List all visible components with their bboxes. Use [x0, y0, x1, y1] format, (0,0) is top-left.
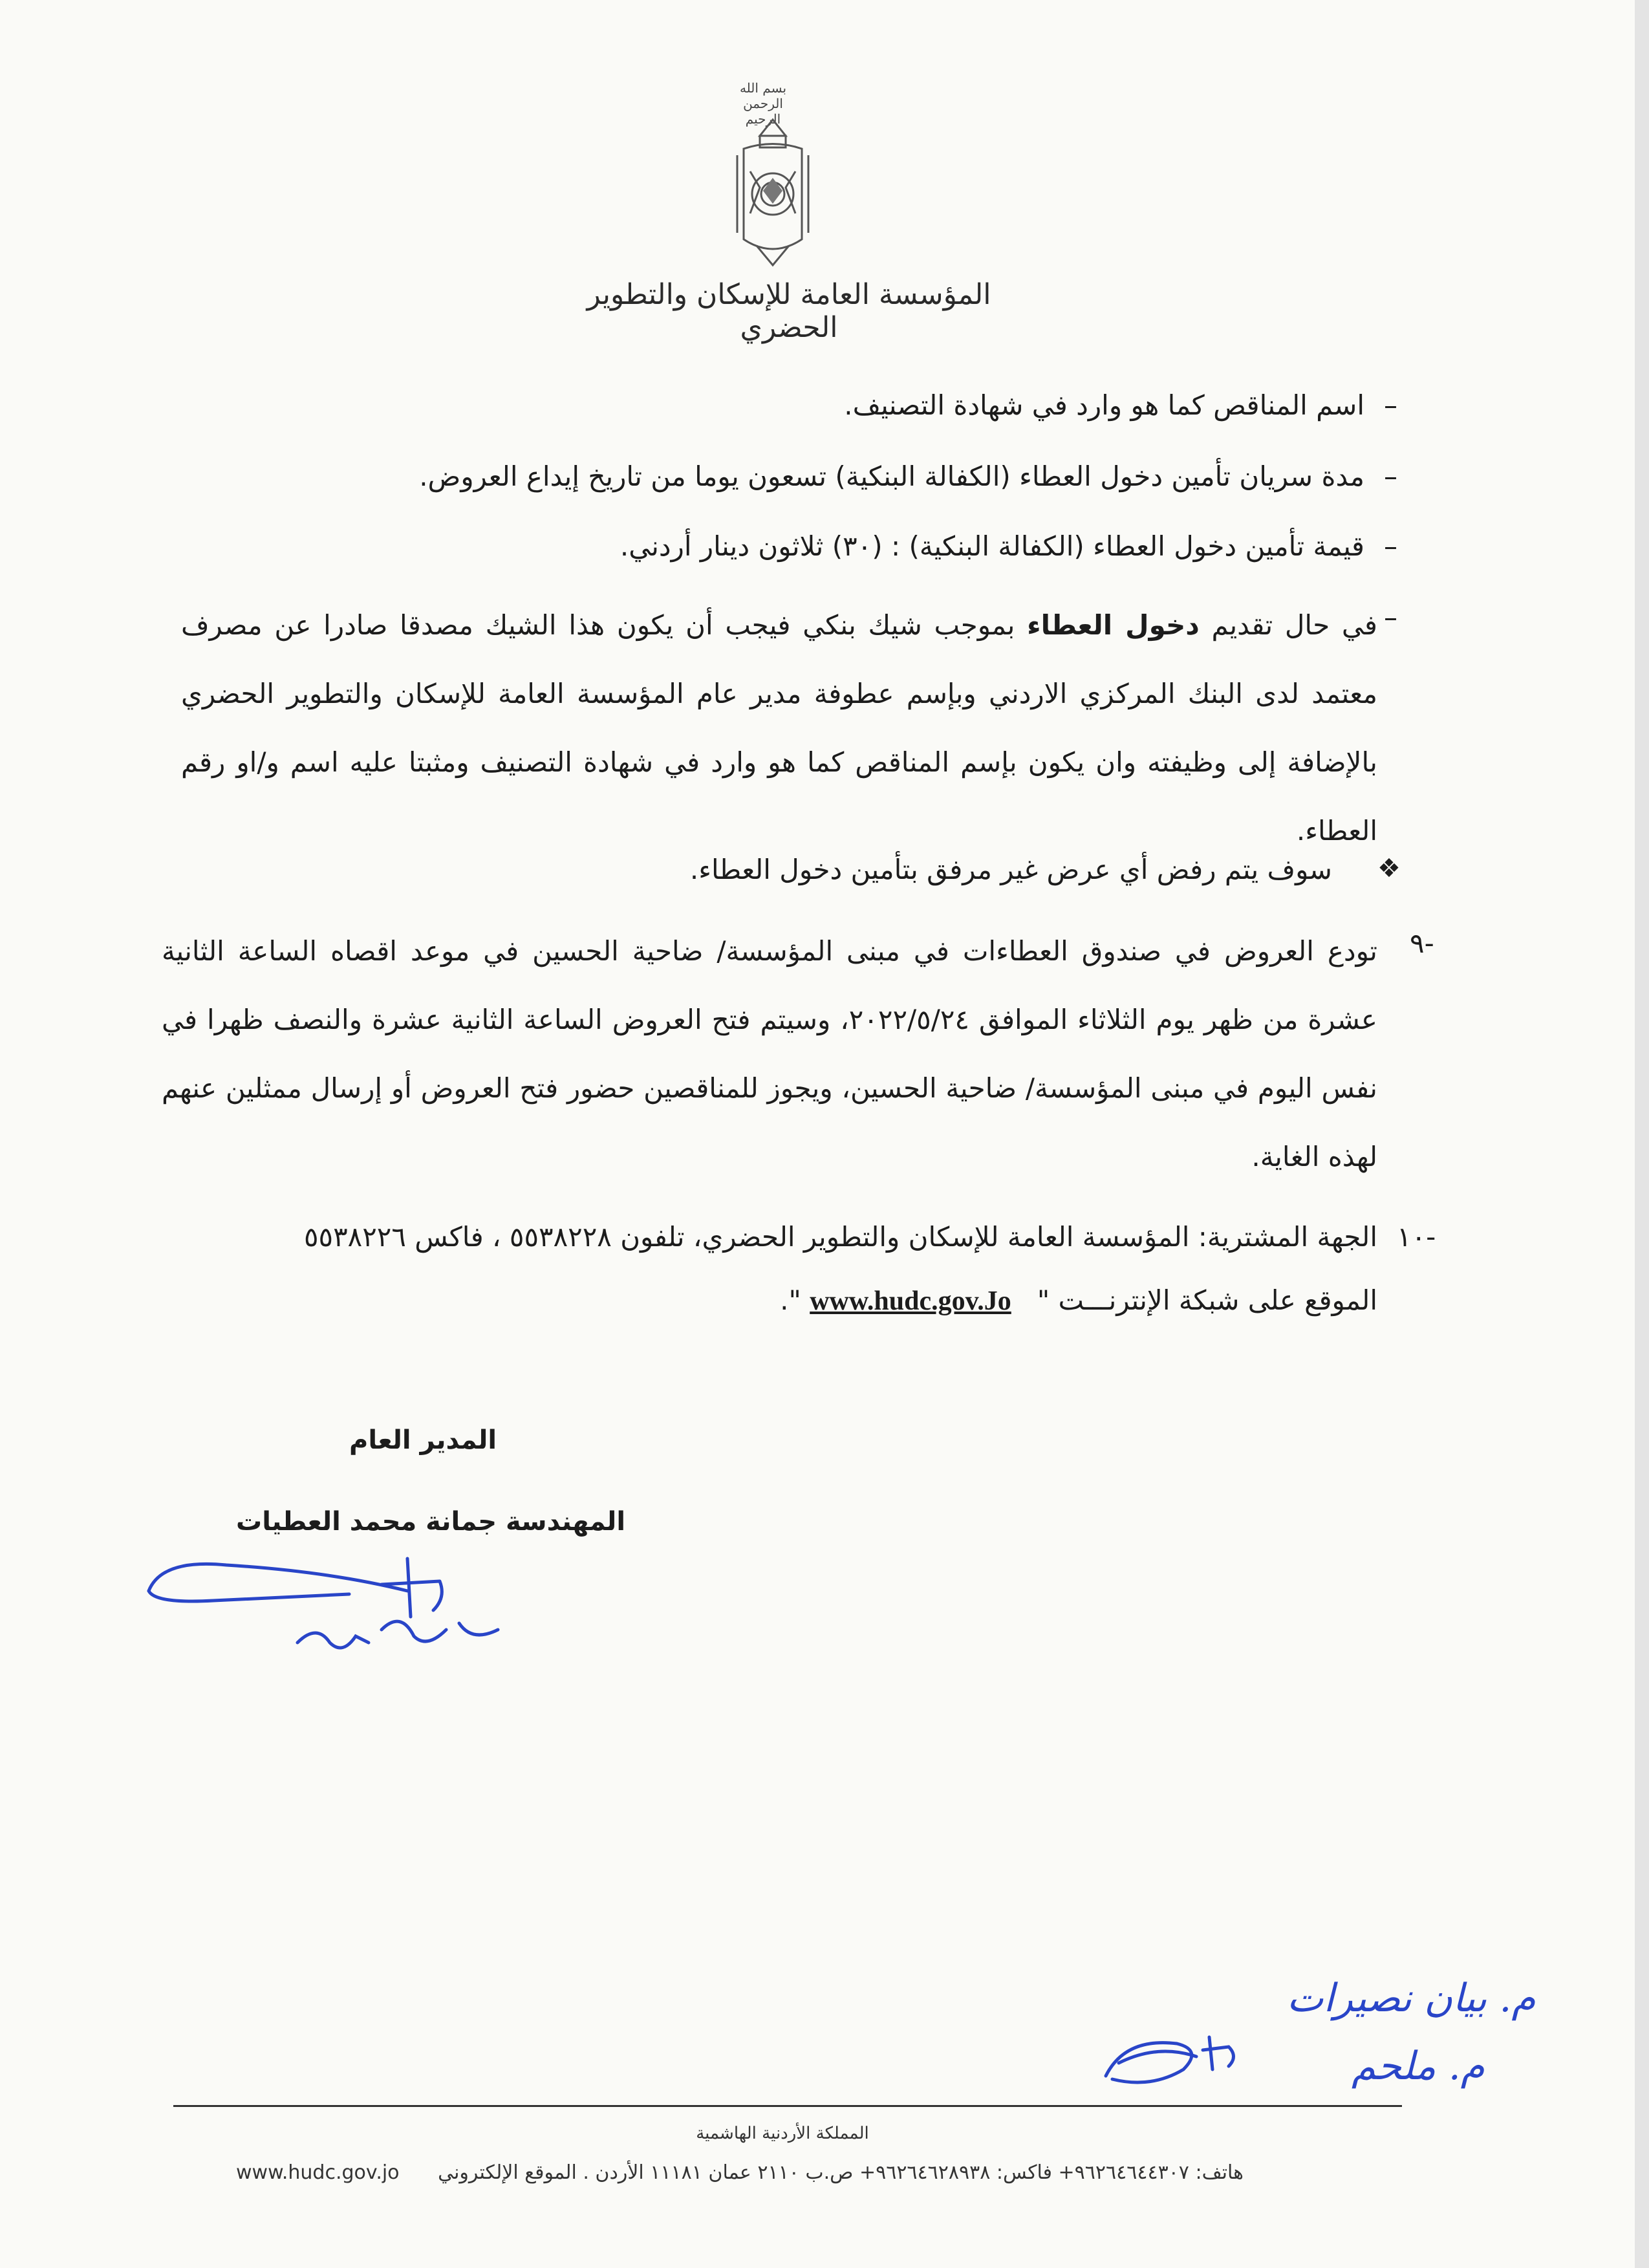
rejection-note: سوف يتم رفض أي عرض غير مرفق بتأمين دخول العطاء. — [689, 854, 1332, 885]
item-10-number: ١٠- — [1397, 1221, 1436, 1253]
handwritten-note-line1: م. بيان نصيرات — [1287, 1976, 1536, 2021]
handwritten-note-line2: م. ملحم — [1352, 2044, 1485, 2089]
dash-marker: – — [1384, 530, 1397, 562]
bullet-item: مدة سريان تأمين دخول العطاء (الكفالة البنكية) تسعون يوما من تاريخ إيداع العروض. — [419, 460, 1364, 492]
star-bullet-icon: ❖ — [1377, 854, 1401, 883]
website-link[interactable]: www.hudc.gov.Jo — [810, 1286, 1011, 1316]
signatory-name: المهندسة جمانة محمد العطيات — [236, 1507, 626, 1537]
footer-contact: هاتف: ٩٦٢٦٤٦٤٤٣٠٧+ فاكس: ٩٦٢٦٤٦٢٨٩٣٨+ ص.ب ٢١١٠ عمان ١١١٨١ الأردن . الموقع الإلكتروني — [438, 2161, 1244, 2184]
organization-name: المؤسسة العامة للإسكان والتطوير الحضري — [587, 278, 991, 344]
dash-marker: – — [1384, 389, 1397, 421]
signatory-title: المدير العام — [349, 1425, 497, 1455]
royal-emblem-icon — [724, 110, 821, 272]
website-suffix: ". — [780, 1284, 801, 1316]
dash-marker: – — [1384, 460, 1397, 492]
basmala: بسم الله الرحمن الرحيم — [739, 80, 787, 127]
bank-cheque-bold: دخول العطاء — [1027, 609, 1200, 641]
handwritten-signature — [136, 1546, 550, 1662]
dash-marker: – — [1384, 601, 1397, 633]
item-10-website-line — [780, 1284, 1377, 1317]
handwritten-initial-scribble — [1099, 2018, 1267, 2095]
footer-website[interactable]: www.hudc.gov.jo — [236, 2161, 400, 2184]
footer-kingdom: المملكة الأردنية الهاشمية — [696, 2124, 869, 2143]
page-edge-shadow — [1635, 0, 1649, 2268]
item-10-contact: الجهة المشترية: المؤسسة العامة للإسكان والتطوير الحضري، تلفون ٥٥٣٨٢٢٨ ، فاكس ٥٥٣٨٢٢٦ — [303, 1221, 1377, 1253]
bank-cheque-text-end: بموجب شيك بنكي فيجب أن يكون هذا الشيك مصدقا صادرا عن مصرف معتمد لدى البنك المركزي الاردني وبإسم عطوفة مدير عام المؤسسة العامة للإسكان والتطوير الحضري بالإضافة إلى وظيفته وان يكون بإسم المناقص كما هو وارد في شهادة التصنيف ومثبتا عليه اسم و/او رقم العطاء. — [181, 609, 1377, 847]
bullet-item: قيمة تأمين دخول العطاء (الكفالة البنكية) : (٣٠) ثلاثون دينار أردني. — [620, 530, 1364, 562]
website-prefix: الموقع على شبكة الإنترنـــت " — [1037, 1284, 1377, 1316]
item-9-paragraph: تودع العروض في صندوق العطاءات في مبنى المؤسسة/ ضاحية الحسين في موعد اقصاه الساعة الثانية عشرة من ظهر يوم الثلاثاء الموافق ٢٠٢٢/٥/٢٤، وسيتم فتح العروض الساعة الثانية عشرة والنصف ظهرا في نفس اليوم في مبنى المؤسسة/ ضاحية الحسين، ويجوز للمناقصين حضور فتح العروض أو إرسال ممثلين عنهم لهذه الغاية. — [162, 935, 1377, 1172]
footer-divider — [173, 2105, 1402, 2107]
bank-cheque-text-start: في حال تقديم — [1199, 609, 1377, 641]
bullet-item: اسم المناقص كما هو وارد في شهادة التصنيف. — [844, 389, 1364, 421]
item-9-number: ٩- — [1410, 927, 1434, 959]
bank-cheque-paragraph — [181, 591, 1377, 865]
